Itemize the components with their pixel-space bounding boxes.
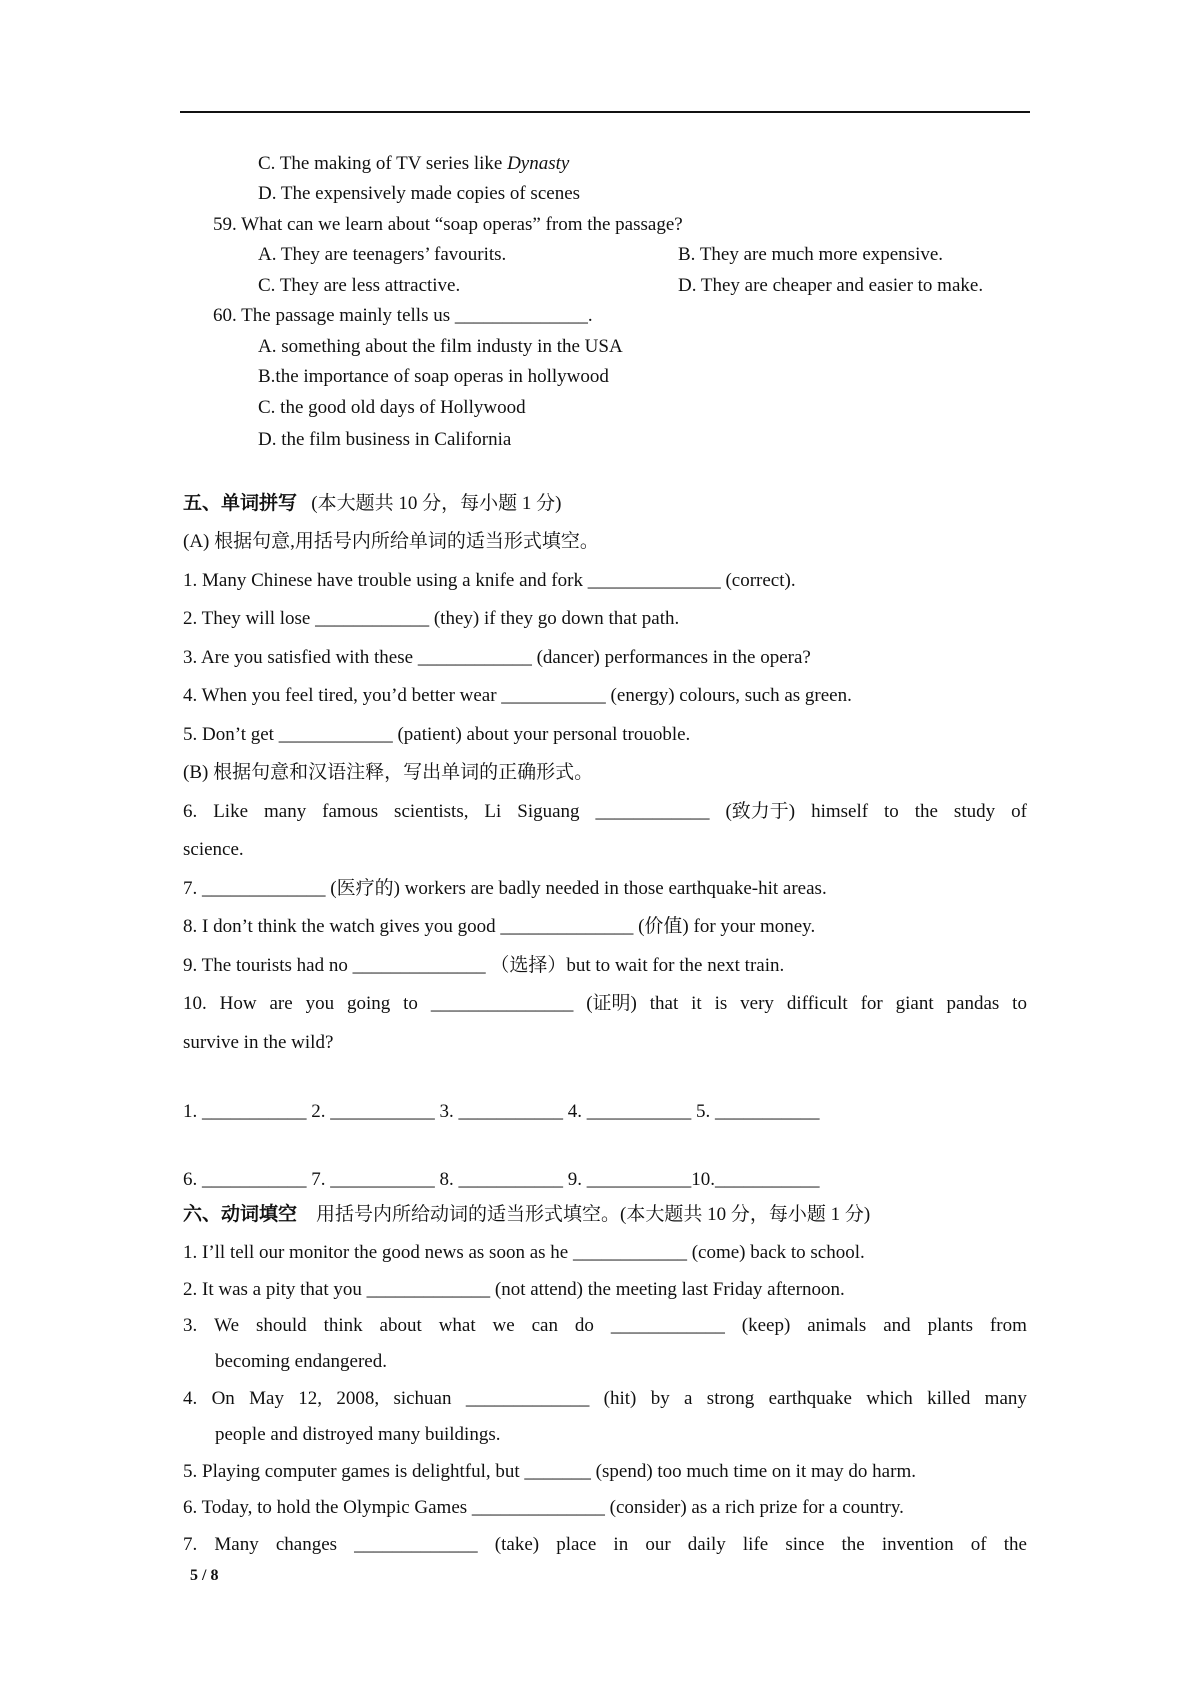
word: How [219,993,257,1014]
section5-note: (本大题共 10 分，每小题 1 分) [311,493,562,514]
word: pandas [946,993,1000,1014]
section5-item-7: 7. _____________ (医疗的) workers are badly needed in those earthquake-hit areas. [183,878,827,899]
section5-item-5: 5. Don’t get ____________ (patient) about your personal trouoble. [183,724,691,745]
word: May [249,1388,284,1409]
word: we [492,1315,515,1336]
word: famous [322,801,379,822]
word: for [860,993,883,1014]
section5-item-10 [183,993,1027,1015]
word: (hit) [603,1388,637,1409]
word: ____________ [595,801,710,822]
word: to [1012,993,1027,1014]
section5-item-8: 8. I don’t think the watch gives you good ______________ (价值) for your money. [183,916,816,937]
section5-answer-row-1: 1. ___________ 2. ___________ 3. ___________ 4. ___________ 5. ___________ [183,1101,820,1122]
word: (致力于) [725,801,796,822]
section5-item-2: 2. They will lose ____________ (they) if they go down that path. [183,608,680,629]
section6-item-7 [183,1534,1027,1556]
q60-option-d: D. the film business in California [258,429,512,450]
section6-item-5: 5. Playing computer games is delightful, but _______ (spend) too much time on it may do harm. [183,1461,916,1482]
section6-item-6: 6. Today, to hold the Olympic Games ______________ (consider) as a rich prize for a country. [183,1497,904,1518]
section6-heading [183,1204,870,1226]
section5-item-9: 9. The tourists had no ______________ （选择）but to wait for the next train. [183,955,785,976]
word: life [742,1534,769,1555]
q60-option-a: A. something about the film industy in the USA [258,336,623,357]
word: many [984,1388,1027,1409]
q59-option-a: A. They are teenagers’ favourits. [258,244,507,265]
word: invention [881,1534,954,1555]
section6-item-4 [183,1388,1027,1410]
word: _____________ [354,1534,478,1555]
q59-option-c: C. They are less attractive. [258,275,461,296]
word: what [438,1315,476,1336]
section5-item-6-continued: science. [183,839,244,860]
word: plants [927,1315,973,1336]
word: of [1011,801,1027,822]
header-rule [180,111,1030,113]
q58-option-c: C. The making of TV series like Dynasty [258,153,570,174]
section6-instruction: 用括号内所给动词的适当形式填空。(本大题共 10 分，每小题 1 分) [316,1204,871,1225]
word: a [684,1388,693,1409]
word: to [403,993,418,1014]
word: in [613,1534,629,1555]
word: changes [275,1534,338,1555]
word: 4. [183,1388,198,1409]
word: daily [687,1534,726,1555]
q58-option-d: D. The expensively made copies of scenes [258,183,581,204]
word: many [263,801,307,822]
word: (keep) [741,1315,791,1336]
section6-item-1: 1. I’ll tell our monitor the good news as soon as he ____________ (come) back to school. [183,1242,865,1263]
section6-title: 六、动词填空 [183,1204,298,1225]
word: earthquake [768,1388,852,1409]
word: We [214,1315,240,1336]
word: the [914,801,938,822]
section6-item-3-continued: becoming endangered. [215,1351,387,1372]
page-number: 5 / 8 [190,1567,219,1584]
word: study [953,801,996,822]
word: On [211,1388,235,1409]
q59-stem: 59. What can we learn about “soap operas” from the passage? [213,214,683,235]
word: 12, [298,1388,323,1409]
q60-option-b: B.the importance of soap operas in hollywood [258,366,609,387]
word: himself [811,801,869,822]
section5-title: 五、单词拼写 [183,493,298,514]
word: 2008, [336,1388,380,1409]
word: which [866,1388,913,1409]
section5-item-4: 4. When you feel tired, you’d better wear ___________ (energy) colours, such as green. [183,685,852,706]
word: the [841,1534,865,1555]
q59-option-d: D. They are cheaper and easier to make. [678,275,984,296]
word: about [379,1315,422,1336]
section5-part-b-instruction: (B) 根据句意和汉语注释，写出单词的正确形式。 [183,762,594,783]
word: since [785,1534,825,1555]
section5-item-3: 3. Are you satisfied with these ____________ (dancer) performances in the opera? [183,647,811,668]
word: sichuan [393,1388,452,1409]
word: you [305,993,335,1014]
word: place [556,1534,597,1555]
word: ____________ [610,1315,725,1336]
word: (take) [494,1534,540,1555]
section5-answer-row-2: 6. ___________ 7. ___________ 8. ___________ 9. ___________10.___________ [183,1169,820,1190]
word: _____________ [465,1388,590,1409]
q59-option-b: B. They are much more expensive. [678,244,944,265]
section5-item-10-continued: survive in the wild? [183,1032,334,1053]
word: (证明) [586,993,637,1014]
word: 7. [183,1534,198,1555]
section6-item-2: 2. It was a pity that you _____________ (not attend) the meeting last Friday afternoon. [183,1279,845,1300]
word: from [989,1315,1027,1336]
word: our [645,1534,671,1555]
section5-item-6 [183,801,1027,823]
word: to [884,801,899,822]
word: 3. [183,1315,198,1336]
word: _______________ [430,993,574,1014]
word: is [714,993,728,1014]
section6-item-3 [183,1315,1027,1337]
word: the [1003,1534,1027,1555]
word: killed [927,1388,971,1409]
word: scientists, [394,801,469,822]
word: strong [706,1388,755,1409]
q60-option-c: C. the good old days of Hollywood [258,397,526,418]
word: of [970,1534,987,1555]
word: that [649,993,679,1014]
q60-stem: 60. The passage mainly tells us ______________. [213,305,593,326]
word: Like [213,801,249,822]
word: going [346,993,391,1014]
word: 10. [183,993,207,1014]
word: should [255,1315,307,1336]
word: do [574,1315,594,1336]
word: Many [214,1534,259,1555]
section5-heading [183,493,561,515]
section6-item-4-continued: people and distroyed many buildings. [215,1424,501,1445]
word: by [650,1388,670,1409]
section5-part-a-instruction: (A) 根据句意,用括号内所给单词的适当形式填空。 [183,531,599,552]
word: 6. [183,801,198,822]
word: very [740,993,774,1014]
word: difficult [786,993,848,1014]
word: animals [807,1315,867,1336]
word: giant [895,993,934,1014]
word: think [323,1315,363,1336]
word: Siguang [517,801,580,822]
word: it [691,993,702,1014]
word: and [883,1315,911,1336]
word: are [269,993,293,1014]
section5-item-1: 1. Many Chinese have trouble using a knife and fork ______________ (correct). [183,570,796,591]
word: can [531,1315,558,1336]
word: Li [484,801,502,822]
